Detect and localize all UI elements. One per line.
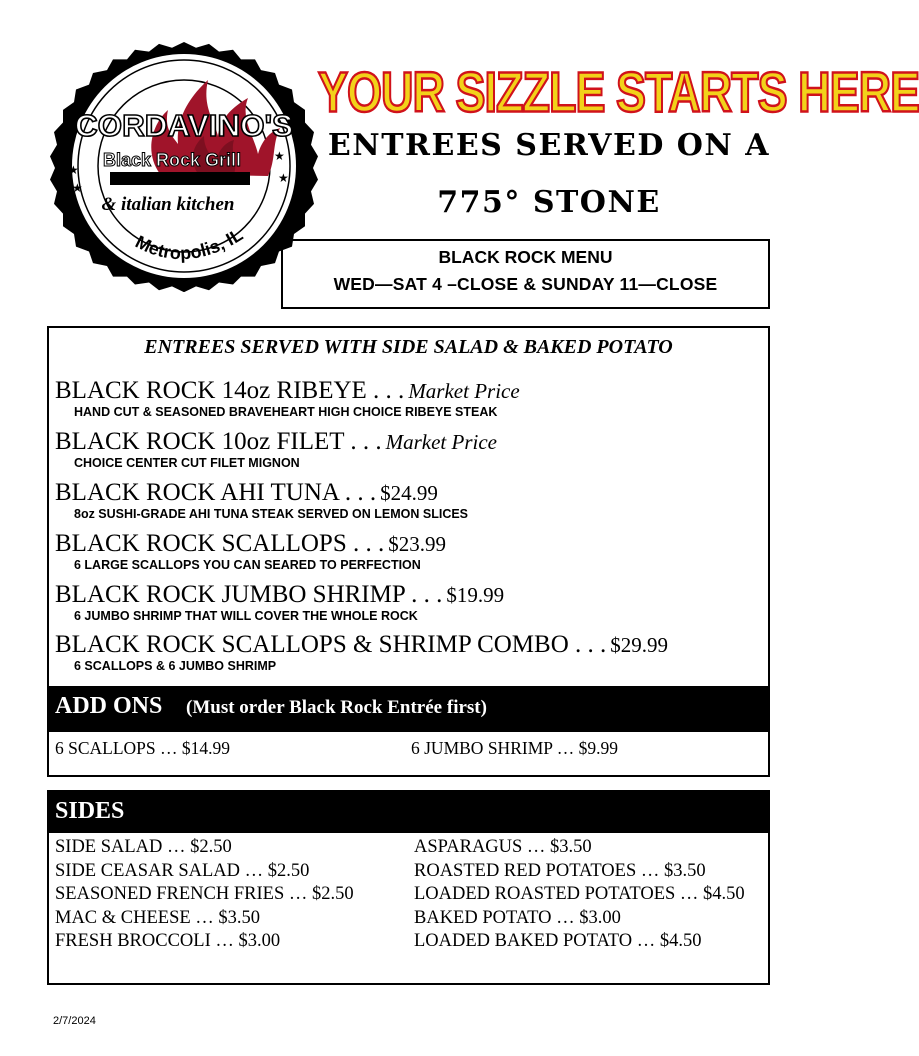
side-item: LOADED ROASTED POTATOES … $4.50: [414, 884, 745, 904]
sides-header: [49, 792, 768, 833]
item-description: 6 JUMBO SHRIMP THAT WILL COVER THE WHOLE ROCK: [74, 609, 418, 623]
item-name: BLACK ROCK 10oz FILET . . .: [55, 428, 382, 455]
entrees-section: [47, 326, 770, 777]
logo-location: Metropolis, IL: [132, 224, 247, 264]
item-name: BLACK ROCK 14oz RIBEYE . . .: [55, 377, 405, 404]
item-name: BLACK ROCK AHI TUNA . . .: [55, 479, 377, 506]
star-icon: ★: [72, 181, 83, 195]
item-description: 6 LARGE SCALLOPS YOU CAN SEARED TO PERFECTION: [74, 558, 421, 572]
logo-black-bar: [110, 172, 250, 185]
menu-item: [55, 427, 497, 470]
logo-name: CORDAVINO'S: [75, 108, 293, 143]
addon-item: 6 SCALLOPS … $14.99: [55, 738, 231, 758]
item-description: 8oz SUSHI-GRADE AHI TUNA STEAK SERVED ON LEMON SLICES: [74, 507, 469, 521]
side-item: LOADED BAKED POTATO … $4.50: [414, 931, 702, 951]
sides-right-column: [414, 836, 745, 954]
side-item: MAC & CHEESE … $3.50: [55, 907, 261, 928]
tagline-line-1: ENTREES SERVED ON A: [327, 128, 771, 163]
side-item: SIDE SALAD … $2.50: [55, 837, 232, 857]
hours-box: [281, 239, 770, 309]
side-item: ROASTED RED POTATOES … $3.50: [414, 860, 706, 881]
hours-text: WED—SAT 4 –CLOSE & SUNDAY 11—CLOSE: [333, 274, 718, 294]
star-icon: ★: [278, 171, 289, 185]
menu-item: [55, 580, 504, 623]
logo-tagline: & italian kitchen: [101, 194, 235, 215]
sides-left-column: [55, 836, 354, 954]
addons-note: (Must order Black Rock Entrée first): [186, 697, 487, 718]
item-name: BLACK ROCK SCALLOPS . . .: [55, 530, 385, 557]
addons-header: [49, 686, 768, 732]
item-price: $19.99: [446, 583, 505, 607]
sides-section: [47, 790, 770, 985]
item-price: $23.99: [388, 532, 446, 556]
logo-subtitle: Black Rock Grill: [102, 150, 242, 170]
menu-title: BLACK ROCK MENU: [438, 247, 613, 267]
menu-item: [55, 478, 468, 521]
item-description: 6 SCALLOPS & 6 JUMBO SHRIMP: [74, 659, 277, 673]
side-item: SIDE CEASAR SALAD … $2.50: [55, 860, 310, 881]
item-price: $29.99: [610, 633, 669, 657]
star-icon: ★: [68, 163, 79, 177]
star-icon: ★: [274, 149, 285, 163]
side-item: SEASONED FRENCH FRIES … $2.50: [55, 884, 354, 904]
item-description: CHOICE CENTER CUT FILET MIGNON: [74, 456, 300, 470]
item-price: Market Price: [408, 379, 520, 403]
entrees-served-with: ENTREES SERVED WITH SIDE SALAD & BAKED POTATO: [144, 336, 673, 358]
item-name: BLACK ROCK SCALLOPS & SHRIMP COMBO . . .: [55, 631, 607, 658]
headline: YOUR SIZZLE STARTS HERE: [318, 60, 919, 124]
sides-title: SIDES: [55, 798, 125, 824]
item-name: BLACK ROCK JUMBO SHRIMP . . .: [55, 581, 443, 608]
restaurant-logo: [48, 40, 320, 292]
side-item: ASPARAGUS … $3.50: [414, 837, 592, 857]
menu-item: [55, 630, 668, 673]
menu-item: [55, 376, 520, 419]
side-item: FRESH BROCCOLI … $3.00: [55, 931, 281, 951]
addon-item: 6 JUMBO SHRIMP … $9.99: [411, 738, 618, 758]
side-item: BAKED POTATO … $3.00: [414, 907, 621, 928]
item-description: HAND CUT & SEASONED BRAVEHEART HIGH CHOICE RIBEYE STEAK: [74, 405, 498, 419]
print-date: 2/7/2024: [53, 1015, 96, 1027]
menu-item: [55, 529, 446, 572]
tagline-line-2: 775° STONE: [437, 185, 661, 220]
item-price: $24.99: [380, 481, 438, 505]
item-price: Market Price: [385, 430, 497, 454]
addons-title: ADD ONS: [55, 693, 163, 719]
